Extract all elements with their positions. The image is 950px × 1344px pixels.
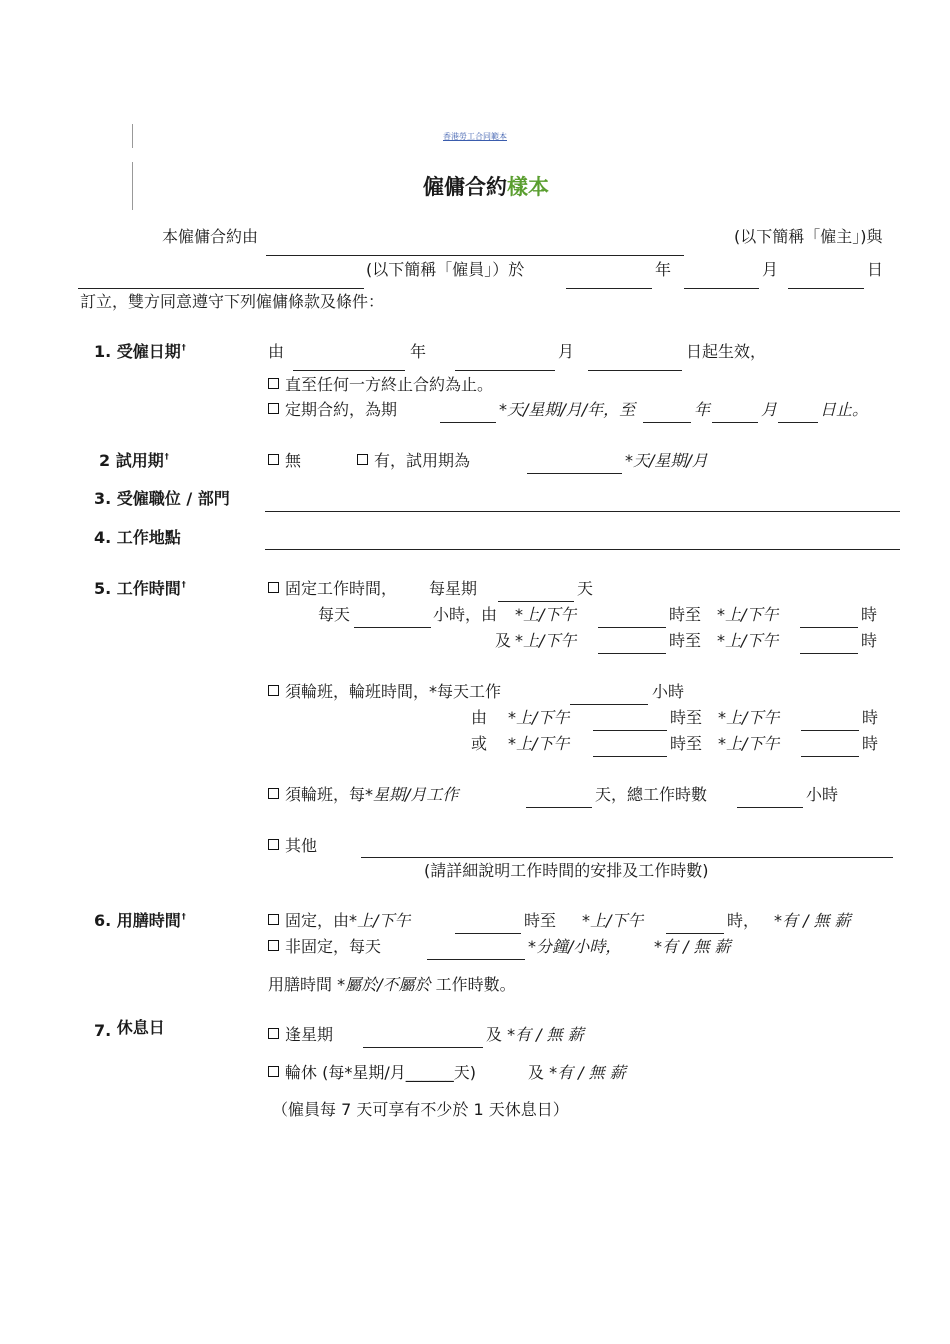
- rest-day-rotating-option[interactable]: 輪休 (每*星期/月______天): [268, 1065, 476, 1081]
- checkbox[interactable]: [268, 454, 279, 465]
- probation-yes-option[interactable]: 有，試用期為: [357, 453, 470, 469]
- shift-hours-field[interactable]: [570, 704, 648, 705]
- employer-name-field[interactable]: [266, 255, 684, 256]
- shift-option[interactable]: 須輪班，輪班時間，*每天工作: [268, 684, 501, 700]
- s1-month: 月: [558, 342, 575, 361]
- meal-variable-option[interactable]: 非固定，每天: [268, 939, 381, 955]
- s5-hour-to-1: 時至: [669, 605, 702, 624]
- s5-ampm-8: *上/下午: [718, 734, 780, 753]
- employee-name-field[interactable]: [78, 288, 364, 289]
- s5-hour-3: 時: [862, 708, 879, 727]
- s6-hour-to: 時至: [524, 911, 557, 930]
- checkbox[interactable]: [268, 582, 279, 593]
- s5-hours-from: 小時，由: [433, 605, 498, 624]
- s7-note: （僱員每 7 天可享有不少於 1 天休息日）: [272, 1100, 569, 1119]
- intro-made-by: 本僱傭合約由: [162, 227, 259, 246]
- s6-paid-1: *有 / 無 薪: [774, 911, 851, 930]
- s5-ampm-3: *上/下午: [515, 631, 577, 650]
- shift-end-field-2[interactable]: [801, 756, 859, 757]
- shift-end-field-1[interactable]: [801, 730, 859, 731]
- start-day-field[interactable]: [588, 370, 682, 371]
- probation-none-option[interactable]: 無: [268, 453, 301, 469]
- sign-year-field[interactable]: [566, 288, 652, 289]
- end-time-field-1[interactable]: [800, 627, 858, 628]
- margin-mark: [132, 124, 133, 148]
- end-day-field[interactable]: [778, 422, 818, 423]
- work-location-field[interactable]: [265, 549, 900, 550]
- rest-day-weekly-option[interactable]: 逢星期: [268, 1027, 333, 1043]
- probation-length-field[interactable]: [527, 473, 622, 474]
- hours-per-day-field[interactable]: [354, 627, 431, 628]
- s5-or: 或: [471, 734, 488, 753]
- start-year-field[interactable]: [293, 370, 405, 371]
- days-per-week-field[interactable]: [498, 601, 574, 602]
- s1-option-open-ended[interactable]: 直至任何一方終止合約為止。: [268, 377, 493, 393]
- checkbox[interactable]: [357, 454, 368, 465]
- s7-paid-1: 及 *有 / 無 薪: [486, 1025, 584, 1044]
- position-department-field[interactable]: [265, 511, 900, 512]
- s5-total-hours-unit: 小時: [806, 785, 839, 804]
- s1-effective: 日起生效，: [686, 342, 767, 361]
- title-accent: 樣本: [507, 175, 549, 199]
- checkbox[interactable]: [268, 788, 279, 799]
- margin-mark: [132, 162, 133, 210]
- meal-end-field[interactable]: [666, 933, 724, 934]
- s5-hours: 小時: [652, 682, 685, 701]
- s1-from: 由: [268, 342, 285, 361]
- s1-end-month: 月: [761, 400, 778, 419]
- page-title: [423, 177, 549, 198]
- s6-minutes: *分鐘/小時，: [528, 937, 622, 956]
- shift-days-field[interactable]: [526, 807, 592, 808]
- other-hours-field[interactable]: [361, 857, 893, 858]
- section-3-label: 3. 受僱職位 / 部門: [94, 489, 230, 508]
- sign-month-field[interactable]: [684, 288, 759, 289]
- title-main: 僱傭合約: [423, 175, 507, 199]
- section-1-label: 1. 受僱日期†: [94, 342, 186, 361]
- rest-weekday-field[interactable]: [363, 1047, 483, 1048]
- intro-day: 日: [867, 260, 884, 279]
- checkbox[interactable]: [268, 1066, 279, 1077]
- shift-period-option[interactable]: 須輪班，每*星期/月工作: [268, 787, 458, 803]
- start-time-field-2[interactable]: [598, 653, 666, 654]
- s6-paid-2: *有 / 無 薪: [654, 937, 731, 956]
- s5-hour-2: 時: [861, 631, 878, 650]
- intro-month: 月: [762, 260, 779, 279]
- s5-ampm-4: *上/下午: [717, 631, 779, 650]
- fixed-term-length-field[interactable]: [440, 422, 496, 423]
- s5-per-day: 每天: [318, 605, 351, 624]
- s5-total-hours-label: 天，總工作時數: [595, 785, 708, 804]
- end-month-field[interactable]: [712, 422, 758, 423]
- s1-option-fixed-term[interactable]: 定期合約，為期: [268, 402, 397, 418]
- header-link[interactable]: 香港勞工合同範本: [443, 132, 507, 141]
- s5-ampm-7: *上/下午: [508, 734, 570, 753]
- shift-start-field-2[interactable]: [593, 756, 667, 757]
- probation-unit: *天/星期/月: [625, 451, 708, 470]
- shift-start-field-1[interactable]: [593, 730, 667, 731]
- section-7-label: 7. 休息日: [94, 1018, 165, 1040]
- end-time-field-2[interactable]: [800, 653, 858, 654]
- total-hours-field[interactable]: [737, 807, 803, 808]
- section-2-label: 2 試用期†: [99, 451, 169, 470]
- checkbox[interactable]: [268, 940, 279, 951]
- checkbox[interactable]: [268, 378, 279, 389]
- checkbox[interactable]: [268, 914, 279, 925]
- s1-term-unit: *天/星期/月/年，至: [499, 400, 636, 419]
- checkbox[interactable]: [268, 1028, 279, 1039]
- s5-ampm-2: *上/下午: [717, 605, 779, 624]
- meal-fixed-option[interactable]: 固定，由*上/下午: [268, 913, 410, 929]
- intro-employer-ref: (以下簡稱「僱主」)與: [734, 227, 883, 246]
- section-4-label: 4. 工作地點: [94, 528, 181, 547]
- s5-hour-to-3: 時至: [670, 708, 703, 727]
- checkbox[interactable]: [268, 839, 279, 850]
- s5-hour-4: 時: [862, 734, 879, 753]
- intro-employee-ref: (以下簡稱「僱員」）於: [366, 260, 525, 279]
- start-month-field[interactable]: [455, 370, 555, 371]
- s5-ampm-5: *上/下午: [508, 708, 570, 727]
- s5-per-week: 每星期: [429, 579, 478, 598]
- checkbox[interactable]: [268, 685, 279, 696]
- s5-note: (請詳細說明工作時間的安排及工作時數): [424, 861, 709, 880]
- s5-hour-to-4: 時至: [670, 734, 703, 753]
- s1-end-day: 日止。: [820, 400, 869, 419]
- s5-hour-to-2: 時至: [669, 631, 702, 650]
- start-time-field-1[interactable]: [598, 627, 666, 628]
- s6-hour-comma: 時，: [727, 911, 760, 930]
- end-year-field[interactable]: [643, 422, 691, 423]
- s6-ampm-2: *上/下午: [582, 911, 644, 930]
- sign-day-field[interactable]: [788, 288, 864, 289]
- s6-counted: 用膳時間 *屬於/不屬於 工作時數。: [268, 975, 516, 994]
- section-6-label: 6. 用膳時間†: [94, 911, 186, 930]
- s1-end-year: 年: [694, 400, 711, 419]
- s1-year: 年: [410, 342, 427, 361]
- s5-ampm-6: *上/下午: [718, 708, 780, 727]
- checkbox[interactable]: [268, 403, 279, 414]
- intro-agree: 訂立，雙方同意遵守下列僱傭條款及條件：: [80, 292, 385, 311]
- other-hours-option[interactable]: 其他: [268, 838, 317, 854]
- meal-duration-field[interactable]: [427, 959, 525, 960]
- s5-days: 天: [577, 579, 594, 598]
- s5-hour-1: 時: [861, 605, 878, 624]
- s5-and: 及: [495, 631, 512, 650]
- section-5-label: 5. 工作時間†: [94, 579, 186, 598]
- s7-paid-2: 及 *有 / 無 薪: [528, 1063, 626, 1082]
- intro-year: 年: [655, 260, 672, 279]
- fixed-hours-option[interactable]: 固定工作時間，: [268, 581, 397, 597]
- s5-from: 由: [471, 708, 488, 727]
- meal-start-field[interactable]: [455, 933, 521, 934]
- s5-ampm-1: *上/下午: [515, 605, 577, 624]
